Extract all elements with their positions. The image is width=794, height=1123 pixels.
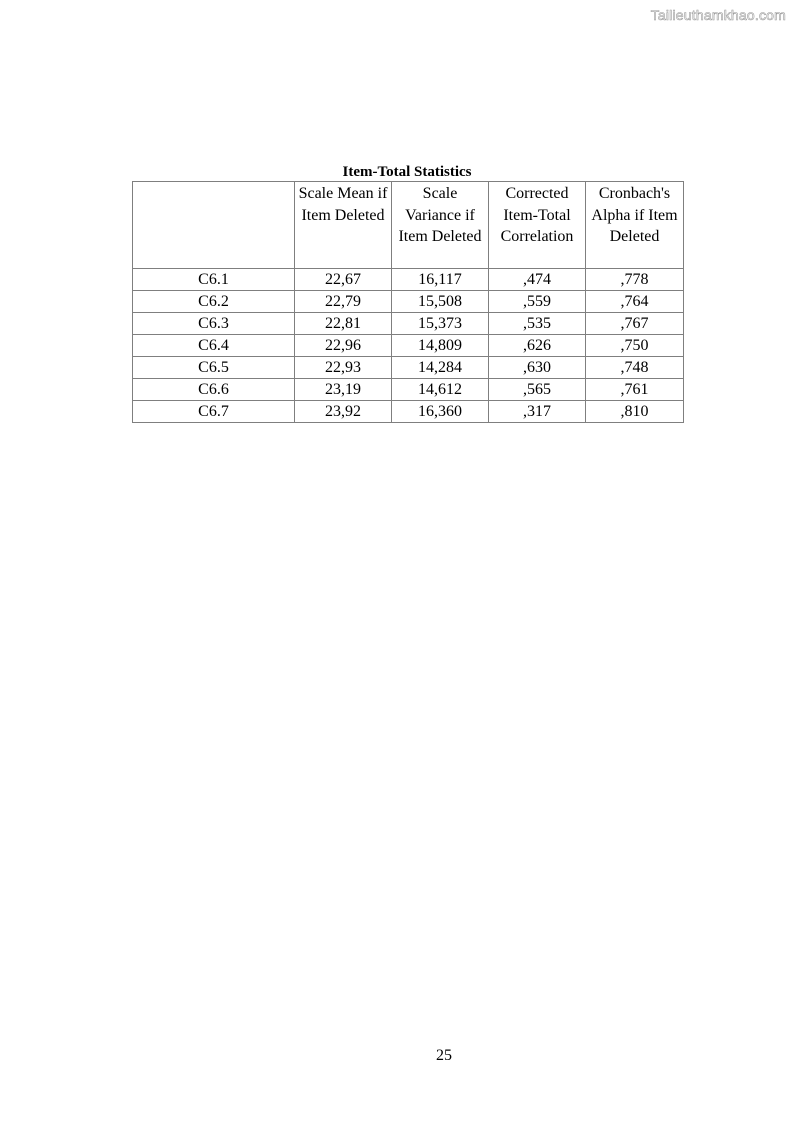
- cell-cronbach-alpha: ,778: [586, 269, 684, 291]
- cell-scale-mean: 22,93: [295, 357, 392, 379]
- table-row: [133, 335, 684, 357]
- cell-scale-variance: 16,360: [392, 401, 489, 423]
- cell-corrected-correlation: ,559: [489, 291, 586, 313]
- table-row: [133, 313, 684, 335]
- header-corrected-correlation: Corrected Item-Total Correlation: [489, 182, 586, 269]
- table-row: [133, 401, 684, 423]
- cell-cronbach-alpha: ,748: [586, 357, 684, 379]
- item-total-statistics-table: [132, 181, 684, 423]
- row-label: C6.2: [133, 291, 295, 313]
- cell-corrected-correlation: ,630: [489, 357, 586, 379]
- header-scale-mean: Scale Mean if Item Deleted: [295, 182, 392, 269]
- cell-cronbach-alpha: ,761: [586, 379, 684, 401]
- cell-scale-variance: 14,284: [392, 357, 489, 379]
- cell-corrected-correlation: ,626: [489, 335, 586, 357]
- table-title: Item-Total Statistics: [342, 164, 472, 180]
- cell-cronbach-alpha: ,810: [586, 401, 684, 423]
- cell-scale-mean: 23,19: [295, 379, 392, 401]
- cell-scale-mean: 22,79: [295, 291, 392, 313]
- cell-cronbach-alpha: ,750: [586, 335, 684, 357]
- row-label: C6.5: [133, 357, 295, 379]
- page-number: 25: [436, 1047, 452, 1064]
- row-label: C6.4: [133, 335, 295, 357]
- row-label: C6.7: [133, 401, 295, 423]
- cell-cronbach-alpha: ,764: [586, 291, 684, 313]
- cell-scale-mean: 22,67: [295, 269, 392, 291]
- cell-corrected-correlation: ,535: [489, 313, 586, 335]
- watermark-text: Tailieuthamkhao.com: [650, 7, 786, 23]
- table-header-row: [133, 182, 684, 269]
- cell-scale-mean: 22,96: [295, 335, 392, 357]
- header-scale-variance: Scale Variance if Item Deleted: [392, 182, 489, 269]
- header-item: [133, 182, 295, 269]
- cell-scale-variance: 15,373: [392, 313, 489, 335]
- cell-cronbach-alpha: ,767: [586, 313, 684, 335]
- cell-scale-variance: 14,809: [392, 335, 489, 357]
- table-row: [133, 291, 684, 313]
- cell-scale-mean: 23,92: [295, 401, 392, 423]
- row-label: C6.1: [133, 269, 295, 291]
- table-row: [133, 379, 684, 401]
- cell-scale-variance: 16,117: [392, 269, 489, 291]
- header-cronbach-alpha: Cronbach's Alpha if Item Deleted: [586, 182, 684, 269]
- row-label: C6.6: [133, 379, 295, 401]
- table-row: [133, 269, 684, 291]
- cell-scale-mean: 22,81: [295, 313, 392, 335]
- cell-corrected-correlation: ,317: [489, 401, 586, 423]
- row-label: C6.3: [133, 313, 295, 335]
- cell-scale-variance: 14,612: [392, 379, 489, 401]
- cell-corrected-correlation: ,474: [489, 269, 586, 291]
- table-row: [133, 357, 684, 379]
- cell-scale-variance: 15,508: [392, 291, 489, 313]
- cell-corrected-correlation: ,565: [489, 379, 586, 401]
